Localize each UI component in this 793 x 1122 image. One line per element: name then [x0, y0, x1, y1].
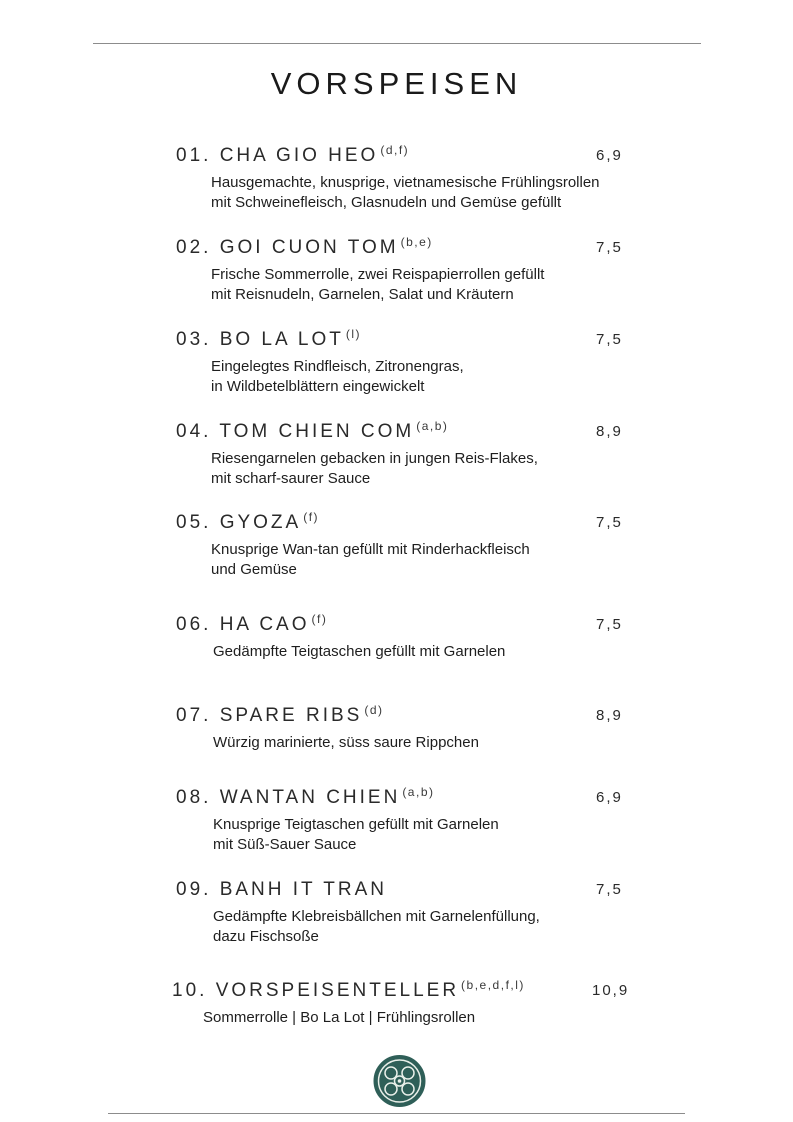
item-title: BO LA LOT	[219, 329, 344, 350]
bottom-divider	[108, 1113, 685, 1114]
item-number: 01.	[176, 145, 212, 166]
item-description	[213, 815, 653, 855]
item-description	[213, 907, 653, 947]
top-divider	[93, 43, 701, 44]
item-allergens: (d)	[364, 703, 384, 717]
item-name	[176, 512, 319, 535]
description-line: Sommerrolle | Bo La Lot | Frühlingsrollen	[203, 1009, 476, 1026]
item-title: CHA GIO HEO	[219, 145, 379, 166]
item-number: 02.	[176, 237, 212, 258]
item-allergens: (f)	[311, 612, 328, 626]
item-description	[211, 357, 651, 397]
item-description	[213, 733, 653, 753]
item-description	[211, 449, 651, 489]
item-price: 7,5	[596, 331, 623, 348]
item-name	[176, 421, 448, 444]
item-name	[176, 787, 435, 810]
item-number: 07.	[176, 705, 212, 726]
item-price: 7,5	[596, 514, 623, 531]
item-description	[213, 642, 653, 662]
item-number: 09.	[176, 879, 212, 900]
item-title: TOM CHIEN COM	[219, 421, 415, 442]
item-title: WANTAN CHIEN	[219, 787, 401, 808]
item-number: 10.	[172, 980, 208, 1001]
description-line: mit Reisnudeln, Garnelen, Salat und Kräutern	[211, 286, 514, 303]
item-name	[176, 329, 361, 352]
item-title: BANH IT TRAN	[219, 879, 387, 900]
item-title: HA CAO	[219, 614, 310, 635]
item-title: VORSPEISENTELLER	[215, 980, 460, 1001]
item-name	[176, 705, 384, 728]
item-price: 8,9	[596, 707, 623, 724]
page-title: VORSPEISEN	[270, 66, 523, 101]
item-name	[176, 237, 433, 260]
item-price: 8,9	[596, 423, 623, 440]
description-line: mit Süß-Sauer Sauce	[213, 836, 357, 853]
description-line: Frische Sommerrolle, zwei Reispapierrollen gefüllt	[211, 266, 545, 283]
item-price: 10,9	[592, 982, 630, 999]
description-line: Gedämpfte Klebreisbällchen mit Garnelenfüllung,	[213, 908, 540, 925]
description-line: Riesengarnelen gebacken in jungen Reis-Flakes,	[211, 450, 538, 467]
item-name	[176, 879, 389, 902]
item-number: 08.	[176, 787, 212, 808]
item-price: 7,5	[596, 239, 623, 256]
description-line: und Gemüse	[211, 561, 297, 578]
item-title: SPARE RIBS	[219, 705, 363, 726]
item-description	[211, 265, 651, 305]
item-allergens: (f)	[303, 510, 320, 524]
item-price: 7,5	[596, 881, 623, 898]
description-line: Knusprige Wan-tan gefüllt mit Rinderhackfleisch	[211, 541, 530, 558]
item-description	[211, 540, 651, 580]
description-line: in Wildbetelblättern eingewickelt	[211, 378, 425, 395]
description-line: dazu Fischsoße	[213, 928, 319, 945]
item-name	[172, 980, 525, 1003]
item-allergens: (b,e,d,f,l)	[461, 978, 525, 992]
description-line: Eingelegtes Rindfleisch, Zitronengras,	[211, 358, 464, 375]
item-number: 03.	[176, 329, 212, 350]
item-name	[176, 145, 409, 168]
item-title: GOI CUON TOM	[219, 237, 399, 258]
description-line: Knusprige Teigtaschen gefüllt mit Garnelen	[213, 816, 499, 833]
description-line: mit Schweinefleisch, Glasnudeln und Gemüse gefüllt	[211, 194, 562, 211]
item-allergens: (d,f)	[380, 143, 410, 157]
item-price: 6,9	[596, 147, 623, 164]
item-description	[211, 173, 651, 213]
description-line: mit scharf-saurer Sauce	[211, 470, 371, 487]
item-title: GYOZA	[219, 512, 302, 533]
item-price: 6,9	[596, 789, 623, 806]
item-name	[176, 614, 327, 637]
item-allergens: (a,b)	[402, 785, 435, 799]
description-line: Gedämpfte Teigtaschen gefüllt mit Garnelen	[213, 643, 506, 660]
item-allergens: (b,e)	[400, 235, 433, 249]
ornament-logo-icon	[369, 1053, 430, 1109]
item-price: 7,5	[596, 616, 623, 633]
item-description	[203, 1008, 643, 1028]
item-allergens: (l)	[345, 327, 362, 341]
item-number: 06.	[176, 614, 212, 635]
item-number: 04.	[176, 421, 212, 442]
item-allergens: (a,b)	[416, 419, 449, 433]
item-number: 05.	[176, 512, 212, 533]
description-line: Würzig marinierte, süss saure Rippchen	[213, 734, 479, 751]
description-line: Hausgemachte, knusprige, vietnamesische Frühlingsrollen	[211, 174, 600, 191]
